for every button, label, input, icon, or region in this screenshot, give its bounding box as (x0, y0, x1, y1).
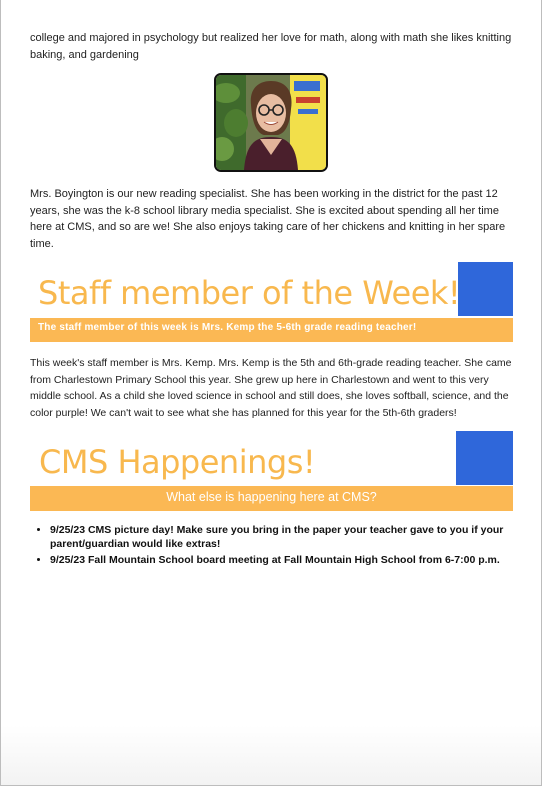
happenings-section-banner (30, 486, 513, 511)
specialist-paragraph: Mrs. Boyington is our new reading specialist. She has been working in the district for the past 12 years, she was the k-8 school library media specialist. She is excited about spending all her time here at CMS, and so are we! She also enjoys taking care of her chickens and knitting in her spare time. (30, 188, 506, 250)
staff-section-banner (30, 318, 513, 342)
event-item: • 9/25/23 CMS picture day! Make sure you bring in the paper your teacher gave to you if your parent/guardian would like extras! (50, 523, 536, 551)
event-item: • 9/25/23 Fall Mountain School board meeting at Fall Mountain High School from 6-7:00 p.m. (50, 553, 536, 567)
page-bottom-shadow (1, 725, 541, 785)
staff-paragraph: This week's staff member is Mrs. Kemp. Mrs. Kemp is the 5th and 6th-grade reading teacher. She came from Charlestown Primary School this year. She grew up here in Charlestown and went to this very middle school. As a child she loved science in school and still does, she loves softball, science, and the color purple! We can't wait to see what she has planned for this year for the 5th-6th graders! (30, 357, 512, 419)
staff-section-title: Staff member of the Week! (38, 274, 461, 312)
happenings-section-title: CMS Happenings! (39, 443, 316, 481)
staff-photo (214, 73, 328, 172)
staff-banner-text: The staff member of this week is Mrs. Kemp the 5-6th grade reading teacher! (38, 322, 417, 333)
events-list (30, 523, 536, 569)
intro-paragraph: college and majored in psychology but realized her love for math, along with math she likes knitting baking, and gardening (30, 32, 512, 61)
happenings-accent-square (456, 431, 513, 485)
happenings-banner-text: What else is happening here at CMS? (166, 490, 377, 504)
section-accent-square (458, 262, 513, 316)
